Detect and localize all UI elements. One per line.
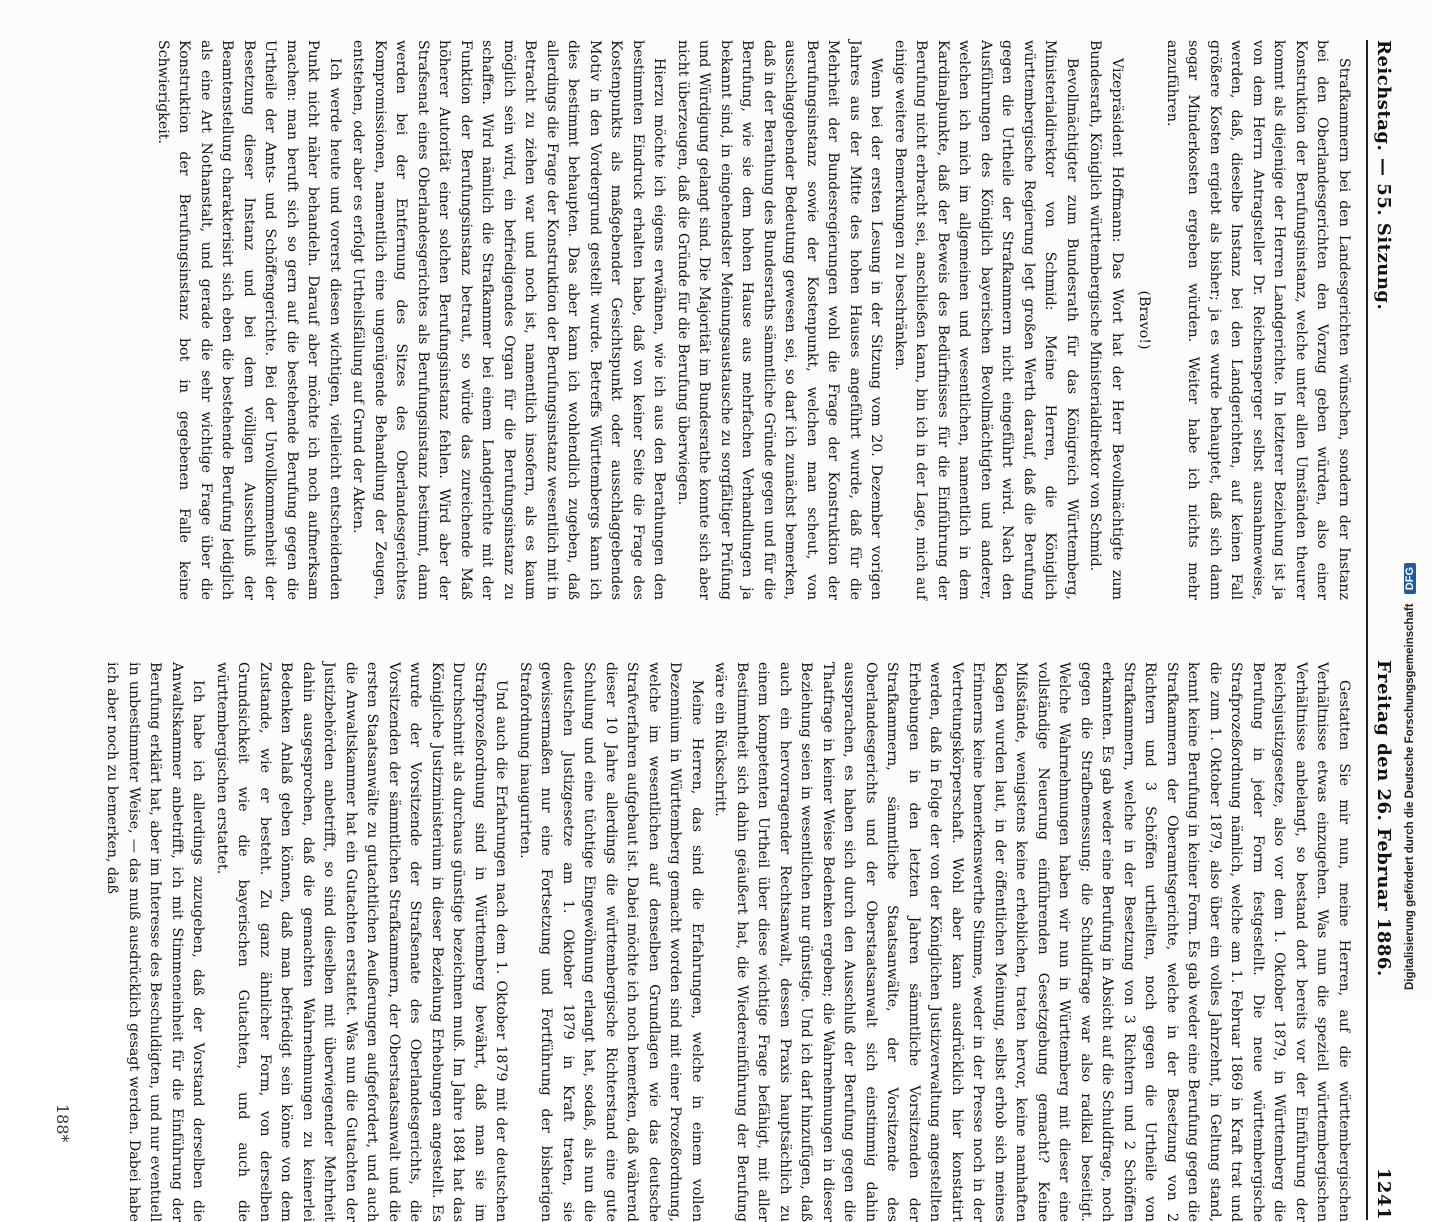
paragraph: Strafkammern bei den Landesgerichten wünschen, sondern der Instanz bei den Oberlandesgerichten den Vorzug geben würden, also einer Konstruktion der Berufungsinstanz, welche unter allen Umständen theurer kommt als diejenige der Herren Landgerichte. In letzterer Beziehung ist ja von dem Herrn Antragsteller Dr. Reichensperger selbst ausnahmeweise, werden, daß, dieselbe Instanz bei den Landgerichten, auf keinen Fall größere Kosten ergiebt als bisher; ja es wurde behauptet, daß sich dann sogar Minderkosten ergeben würden. Weiter habe ich nichts mehr anzuführen. (1164, 40, 1352, 600)
page-content (16, 0, 1416, 1222)
paragraph: Gestatten Sie mir nun, meine Herren, auf die württembergischen Verhältnisse etwas einzugehen. Was nun die speziell württembergischen Verhältnisse anbelangt, so bestand dort bereits vor der Einführung der Reichsjustizgesetze, also vor dem 1. Oktober 1879, in Württemberg die Berufung in jeder Form festgestellt. Die neue württembergische Strafprozeßordnung nämlich, welche am 1. Februar 1869 in Kraft trat und die zum 1. Oktober 1879, also über ein volles Jahrzehnt, in Geltung stand, kennt keine Berufung in keiner Form. Es gab weder eine Berufung gegen die Strafkammern der Oberamtsgerichte, welche in der Besetzung von 2 Richtern und 3 Schöffen urtheilten, noch gegen die Urtheile von Strafkammern, welche in der Besetzung von 3 Richtern und 2 Schöffen erkannten. Es gab weder eine Berufung in Absicht auf die Schuldfrage, noch gegen die Strafbemessung; die Schuldfrage war also radikal beseitigt. Welche Wahrnehmungen haben wir nun in Württemberg mit dieser eine vollständige Neuerung einführenden Gesetzgebung gemacht? Keine Mißstände, wenigstens keine erheblichen, traten hervor, keine namhaften Klagen wurden laut, in der öffentlichen Meinung, selbst erhob sich meines Erinnerns keine bemerkenswerthe Stimme, weder in der Presse noch in der Vertretungskörperschaft. Wohl aber kann ausdrücklich hier konstatirt werden, daß in Folge der von der Königlichen Justizverwaltung angestellten Erhebungen in den letzten Jahren sämmtliche Vorsitzenden der Strafkammern, sämmtliche Staatsanwälte, der Vorsitzende des Oberlandesgerichts und der Oberstaatsanwalt sich einstimmig dahin aussprachen, es haben sich durch den Ausschluß der Berufung gegen die Thatfrage in keiner Weise Bedenken ergeben; die Wahrnehmungen in dieser Beziehung seien in wesentlichen nur günstige. Und ich darf hinzufügen, daß auch ein hervorragender Rechtsanwalt, dessen Praxis hauptsächlich zu einem kompetenten Urtheil über diese wichtige Frage befähigt, mit aller Bestimmtheit sich dahin geäußert hat, die Wiedereinführung der Berufung wäre ein Rückschritt. (712, 662, 1352, 1222)
paragraph: Ich habe ich allerdings zuzugeben, daß der Vorstand derselben die Anwaltskammer anbetrifft, ich mit Stimmeneinheit für die Einführung der Berufung erklärt hat, aber im Interesse des Beschuldigten, und nur eventuell in unbestimmter Weise, — das muß ausdrücklich gesagt werden. Dabei habe ich aber noch zu bemerken, daß (104, 662, 207, 1222)
digitization-credit (1404, 10, 1428, 990)
paragraph: Hierzu möchte ich eigens erwähnen, wie ich aus den Berathungen den bestimmten Eindruck erhalten habe, daß von keiner Seite die Frage des Kostenpunkts als maßgebender Gesichtspunkt oder ausschlaggebendes Motiv in den Vordergrund gestellt wurde. Betreffs Württembergs kann ich dies bestimmt behaupten. Das aber kann ich wohlendlich zugeben, daß allerdings die Frage der Konstruktion der Berufungsinstanz wesentlich mit in Betracht zu ziehen war und noch ist, namentlich insofern, als es kaum möglich sein wird, ein befriedigendes Organ für die Berufungsinstanz zu schaffen. Wird nämlich die Strafkammer bei einem Landgerichte mit der Funktion der Berufungsinstanz betraut, so würde das zureichende Maß höherer Autorität einer solchen Berufungsinstanz fehlen. Wird aber der Strafsenat eines Oberlandesgerichtes als Berufungsinstanz bestimmt, dann werden bei der Entfernung des Sitzes des Oberlandesgerichtes Kompromissionen, namentlich eine ungenügende Behandlung der Zeugen, entstehen, oder aber es erfolgt Urtheilsfällung auf Grund der Akten. (350, 40, 668, 600)
header-rule (1366, 40, 1368, 1220)
paragraph: Wenn bei der ersten Lesung in der Sitzung vom 20. Dezember vorigen Jahres aus der Mitte des hohen Hauses angeführt wurde, daß für die Mehrheit der Bundesregierungen wohl die Frage der Konstruktion der Berufungsinstanz sowie der Kostenpunkt, welchen man scheut, von ausschlaggebender Bedeutung gewesen sei, so darf ich zunächst bemerken, daß in der Berathung des Bundesraths sämmtliche Gründe gegen und für die Berufung, wie sie dem hohen Hause aus mehrfachen Verhandlungen ja bekannt sind, in eingehendster Meinungsaustausche zu sorgfältiger Prüfung und Würdigung gelangt sind. Die Majorität im Bundesrathe konnte sich aber nicht überzeugen, daß die Gründe für die Berufung überwiegen. (675, 40, 885, 600)
signature-mark: 188* (53, 1104, 72, 1143)
applause-note: (Bravo!) (1136, 290, 1153, 350)
credit-text: Digitalisierung gefördert durch die Deutsche Forschungsgemeinschaft (1404, 603, 1416, 990)
paragraph: Meine Herren, das sind die Erfahrungen, welche in einem vollen Dezennium in Württemberg gemacht worden sind mit einer Prozeßordnung, welche im wesentlichen auf denselben Grundlagen wie das deutsche Strafverfahren aufgebaut ist. Dabei möchte ich noch bemerken, daß während dieser 10 Jahre allerdings die württembergische Richterstand eine gute Schulung und eine tüchtige Eingewöhnung erlangt hat, sodaß, als nun die deutschen Justizgesetze am 1. Oktober 1879 in Kraft traten, sie gewissermaßen nur eine Fortsetzung und Fortführung der bisherigen Strafordnung inaugurirten. (517, 662, 705, 1222)
page-number: 1241 (1373, 1167, 1394, 1220)
header-date: Freitag den 26. Februar 1886. (1373, 660, 1394, 977)
page-header (1368, 40, 1398, 1220)
paragraph: Ich werde heute und vorerst diesen wichtigen, vielleicht entscheidenden Punkt nicht näher behandeln. Darauf aber möchte ich noch aufmerksam machen: man beruft sich so gern auf die bestehende Berufung gegen die Urtheile der Amts- und Schöffengerichte. Bei der Unvollkommenheit der Besetzung dieser Instanz und bei dem völligen Ausschluß der Beamtenstellung charakterisirt sich eben die bestehende Berufung lediglich als eine Art Nothanstalt, und gerade die sehr wichtige Frage über die Konstruktion der Berufungsinstanz bot in gegebenen Falle keine Schwierigkeit. (155, 40, 343, 600)
rotated-page (16, 0, 1416, 1222)
right-column (99, 662, 1354, 1222)
paragraph: Und auch die Erfahrungen nach dem 1. Oktober 1879 mit der deutschen Strafprozeßordnung sind in Württemberg bewährt, daß man sie im Durchschnitt als durchaus günstige bezeichnen muß. Im Jahre 1884 hat das Königliche Justizministerium in dieser Beziehung Erhebungen angestellt. Es wurde der Vorsitzende der Strafsenate des Oberlandesgerichts, die Vorsitzenden der sämmtlichen Strafkammern, der Oberstaatsanwalt und die ersten Staatsanwälte zu gutachtlichen Aeußerungen aufgefordert, und auch die Anwaltskammer hat ein Gutachten erstattet. Was nun die Gutachten der Justizbehörden anbetrifft, so sind dieselben mit überwiegender Mehrheit dahin ausgesprochen, daß die gemachten Wahrnehmungen zu keinerlei Bedenken Anlaß geben können, daß man befriedigt sein könne von dem Zustande, wie er besteht. Zu ganz ähnlicher Form, von derselben Grundsichkeit wie die bayerischen Gutachten, und auch die württembergischen erstattet. (214, 662, 510, 1222)
paragraph: Vizepräsident Hoffmann: Das Wort hat der Herr Bevollmächtigte zum Bundesrath, Königlich württembergische Ministerialdirektor von Schmid. (1087, 40, 1125, 600)
left-column (150, 40, 1355, 600)
header-session: Reichstag. — 55. Sitzung. (1373, 40, 1394, 311)
dfg-logo: DFG (1404, 563, 1416, 594)
paragraph: Bevollmächtigter zum Bundesrath für das Königreich Württemberg, Ministerialdirektor von Schmid: Meine Herren, die Königlich württembergische Regierung legt großen Werth darauf, daß die Berufung gegen die Urtheile der Strafkammern nicht eingeführt wird. Nach den Ausführungen des Königlich bayerischen Bevollmächtigten und anderer, welchen ich mich im allgemeinen und wesentlichen, namentlich in dem Kardinalpunkte, daß der Beweis des Bedürfnisses für die Einführung der Berufung nicht erbracht sei, anschließen kann, bin ich in der Lage, mich auf einige weitere Bemerkungen zu beschränken. (892, 40, 1080, 600)
